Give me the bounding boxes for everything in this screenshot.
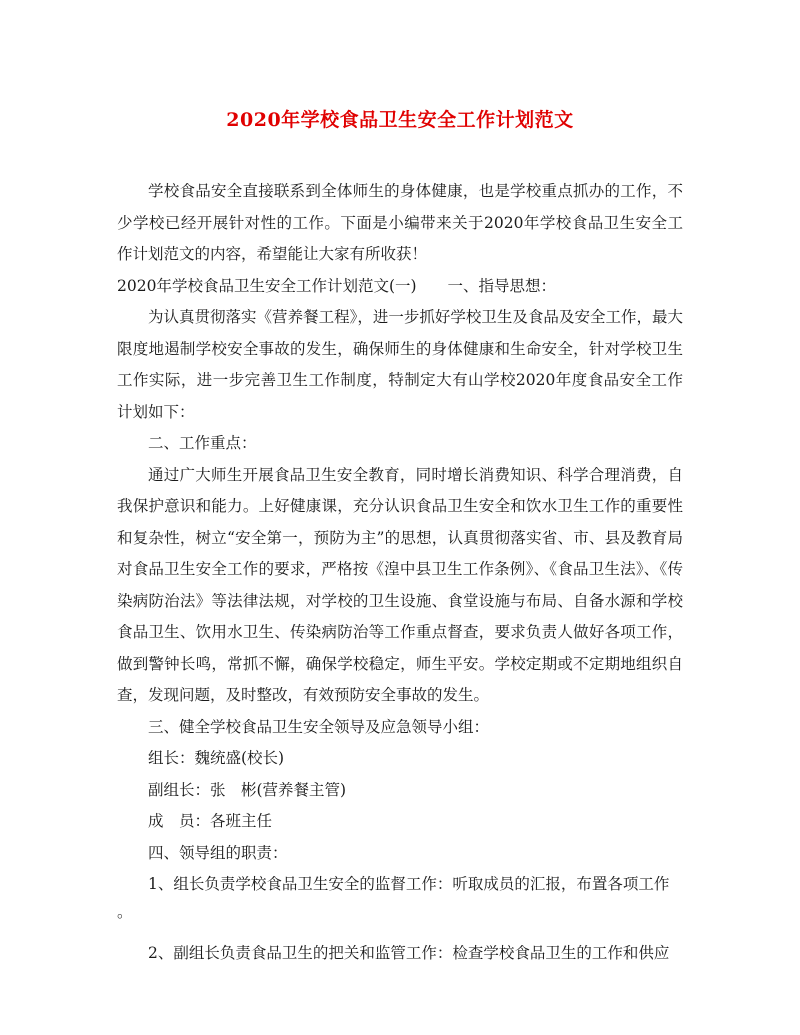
leader-line: 组长：魏统盛(校长) [148,749,285,767]
document-body [117,176,683,970]
section-heading-4: 四、领导组的职责： [148,843,288,862]
guiding-paragraph: 为认真贯彻落实《营养餐工程》，进一步抓好学校卫生及食品及安全工作，最大限度地遏制学校安全事故的发生，确保师生的身体健康和生命安全，针对学校卫生工作实际，进一步完善卫生工作制度，特制定大有山学校2020年度食品安全工作计划如下： [117,308,683,421]
duty-item-2: 2、副组长负责食品卫生的把关和监管工作：检查学校食品卫生的工作和供应 [148,944,670,962]
section-heading-1: 2020年学校食品卫生安全工作计划范文(一) 一、指导思想： [117,276,557,295]
section-heading-2: 二、工作重点： [148,434,257,452]
duty-item-1: 1、组长负责学校食品卫生安全的监督工作：听取成员的汇报，布置各项工作 [148,875,670,893]
duty-item-1-tail: 。 [117,902,133,921]
intro-paragraph: 学校食品安全直接联系到全体师生的身体健康，也是学校重点抓办的工作，不少学校已经开展针对性的工作。下面是小编带来关于2020年学校食品卫生安全工作计划范文的内容，希望能让大家有所收获！ [117,182,683,263]
section-heading-3: 三、健全学校食品卫生安全领导及应急领导小组： [148,717,490,736]
document-title: 2020年学校食品卫生安全工作计划范文 [226,109,574,131]
focus-paragraph: 通过广大师生开展食品卫生安全教育，同时增长消费知识、科学合理消费，自我保护意识和能力。上好健康课，充分认识食品卫生安全和饮水卫生工作的重要性和复杂性，树立“安全第一，预防为主”的思想，认真贯彻落实省、市、县及教育局对食品卫生安全工作的要求，严格按《湟中县卫生工作条例》、《食品卫生法》、《传染病防治法》等法律法规，对学校的卫生设施、食堂设施与布局、自备水源和学校食品卫生、饮用水卫生、传染病防治等工作重点督查，要求负责人做好各项工作，做到警钟长鸣，常抓不懈，确保学校稳定，师生平安。学校定期或不定期地组织自查，发现问题，及时整改，有效预防安全事故的发生。 [117,465,683,704]
deputy-leader-line: 副组长：张 彬(营养餐主管) [148,780,347,799]
members-line: 成 员：各班主任 [148,812,273,830]
